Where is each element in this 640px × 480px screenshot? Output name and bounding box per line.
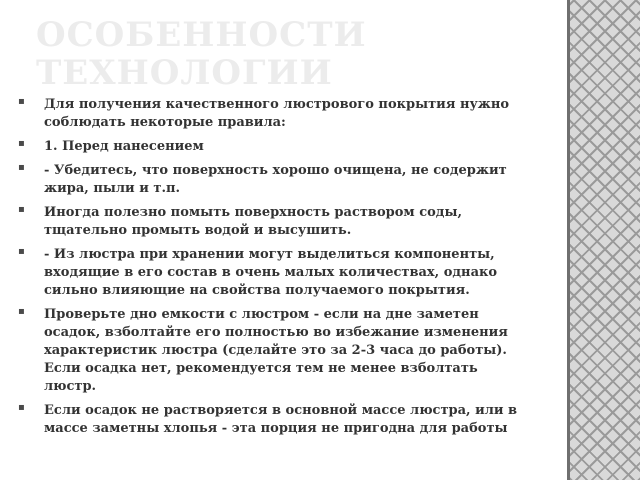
bullet-text: 1. Перед нанесением: [44, 139, 204, 154]
bullet-text: Иногда полезно помыть поверхность раствором соды, тщательно промыть водой и высушить.: [44, 205, 463, 238]
bullet-item: [18, 162, 528, 198]
bullet-item: [18, 204, 528, 240]
bullet-text: Проверьте дно емкости с люстром - если на дне заметен осадок, взболтайте его полностью во избежание изменения характеристик люстра (сделайте это за 2-3 часа до работы). Если осадка нет, рекомендуется тем не менее взболтать люстр.: [44, 307, 508, 394]
bullet-square-icon: ▪: [18, 246, 25, 257]
bullet-square-icon: ▪: [18, 402, 25, 413]
bullet-item: [18, 246, 528, 300]
bullet-item: [18, 306, 528, 396]
bullet-list: [18, 96, 528, 444]
bullet-item: [18, 138, 528, 156]
slide-title: ОСОБЕННОСТИ ТЕХНОЛОГИИ: [36, 15, 367, 93]
bullet-item: [18, 96, 528, 132]
bullet-text: Если осадок не растворяется в основной массе люстра, или в массе заметны хлопья - эта порция не пригодна для работы: [44, 403, 518, 436]
bullet-square-icon: ▪: [18, 306, 25, 317]
bullet-square-icon: ▪: [18, 96, 25, 107]
bullet-square-icon: ▪: [18, 162, 25, 173]
bullet-square-icon: ▪: [18, 138, 25, 149]
bullet-item: [18, 402, 528, 438]
bullet-text: - Из люстра при хранении могут выделиться компоненты, входящие в его состав в очень малых количествах, однако сильно влияющие на свойства получаемого покрытия.: [44, 247, 498, 298]
bullet-text: - Убедитесь, что поверхность хорошо очищена, не содержит жира, пыли и т.п.: [44, 163, 507, 196]
bullet-text: Для получения качественного люстрового покрытия нужно соблюдать некоторые правила:: [44, 97, 510, 130]
bullet-square-icon: ▪: [18, 204, 25, 215]
decorative-sidebar: [567, 0, 640, 480]
